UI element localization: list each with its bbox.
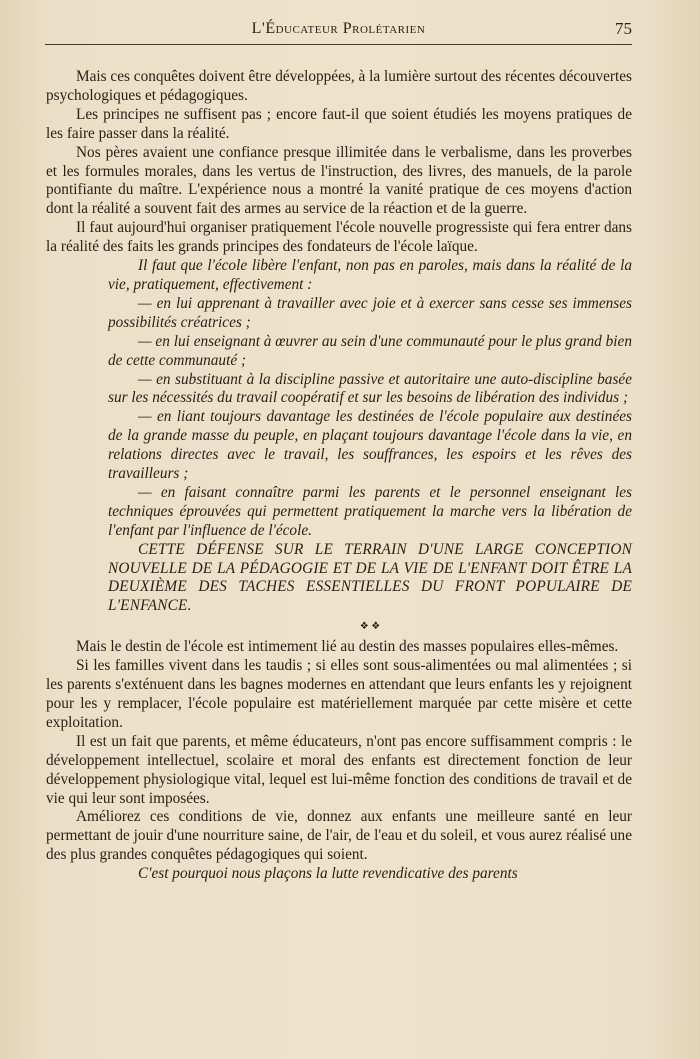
emphasis-statement: CETTE DÉFENSE SUR LE TERRAIN D'UNE LARGE CONCEPTION NOUVELLE DE LA PÉDAGOGIE ET DE LA VIE DE L'ENFANT DOIT ÊTRE LA DEUXIÈME DES TACHES ESSENTIELLES DU FRONT POPULAIRE DE L'ENFANCE. [108, 540, 632, 615]
running-title: L'Éducateur Prolétarien [251, 20, 426, 37]
quote-item: — en substituant à la discipline passive et autoritaire une auto-discipline basée sur les nécessités du travail coopératif et sur les besoins de libération des individus ; [108, 370, 632, 407]
paragraph: Améliorez ces conditions de vie, donnez aux enfants une meilleure santé en leur permettant de jouir d'une nourriture saine, de l'air, de l'eau et du soleil, et vous aurez réalisé une des plus grandes conquêtes pédagogiques qui soient. [46, 808, 632, 864]
quote-item: — en lui enseignant à œuvrer au sein d'une communauté pour le plus grand bien de cette communauté ; [108, 332, 632, 369]
closing-line: C'est pourquoi nous plaçons la lutte revendicative des parents [138, 865, 518, 883]
paragraph: Il faut aujourd'hui organiser pratiquement l'école nouvelle progressiste qui fera entrer dans la réalité des faits les grands principes des fondateurs de l'école laïque. [46, 219, 632, 256]
running-header [45, 18, 632, 45]
article-body [46, 68, 632, 884]
section-ornament: ❖ ❖ [359, 621, 381, 633]
paragraph: Nos pères avaient une confiance presque illimitée dans le verbalisme, dans les proverbes et les formules morales, dans les vertus de l'instruction, des livres, des manuels, de la parole pontifiante du maître. L'expérience nous a montré la vanité pratique de ces moyens d'action dont la réalité a souvent fait des armes au service de la réaction et de la guerre. [46, 143, 632, 218]
page-number: 75 [615, 19, 632, 38]
quote-intro: Il faut que l'école libère l'enfant, non pas en paroles, mais dans la réalité de la vie, pratiquement, effectivement : [108, 257, 632, 293]
paragraph: Si les familles vivent dans les taudis ; si elles sont sous-alimentées ou mal alimentées ; si les parents s'exténuent dans les bagnes modernes en attendant que leurs enfants les y rejoignent pour les y remplacer, l'école populaire est matériellement marquée par cette misère et cette exploitation. [46, 657, 632, 731]
quote-item: — en faisant connaître parmi les parents et le personnel enseignant les techniques éprouvées qui permettent pratiquement la marche vers la libération de l'enfant par l'influence de l'école. [108, 483, 632, 539]
quote-item: — en lui apprenant à travailler avec joie et à exercer sans cesse ses immenses possibilités créatrices ; [108, 294, 632, 331]
paragraph: Il est un fait que parents, et même éducateurs, n'ont pas encore suffisamment compris : le développement intellectuel, scolaire et moral des enfants est directement fonction de leur développement physiologique vital, lequel est lui-même fonction des conditions de travail et de vie qui leur sont imposées. [46, 732, 632, 807]
paragraph: Mais le destin de l'école est intimement lié au destin des masses populaires elles-mêmes. [76, 638, 619, 656]
quote-item: — en liant toujours davantage les destinées de l'école populaire aux destinées de la grande masse du peuple, en plaçant toujours davantage l'école dans la vie, en relations directes avec le travail, les souffrances, les espoirs et les rêves des travailleurs ; [108, 408, 632, 483]
paragraph: Mais ces conquêtes doivent être développées, à la lumière surtout des récentes découvertes psychologiques et pédagogiques. [46, 68, 632, 104]
paragraph: Les principes ne suffisent pas ; encore faut-il que soient étudiés les moyens pratiques de les faire passer dans la réalité. [46, 105, 632, 142]
